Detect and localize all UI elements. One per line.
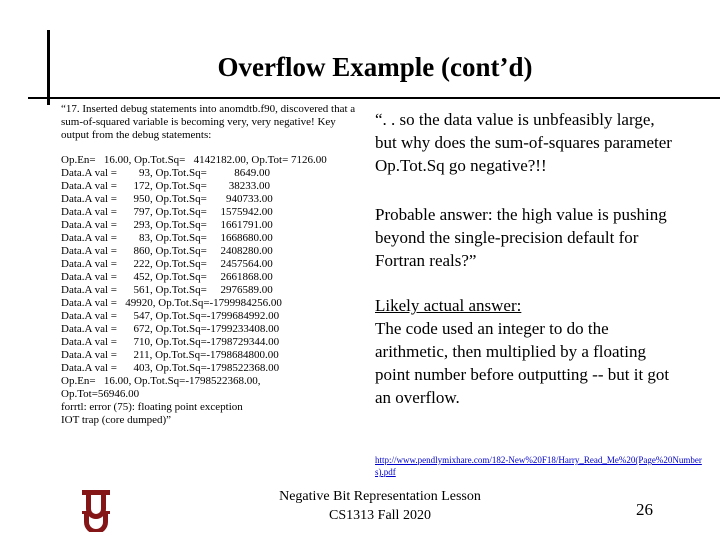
log-line: Data.A val = 547, Op.Tot.Sq=-1799684992.00 [61,310,280,322]
log-line: Data.A val = 293, Op.Tot.Sq= 1661791.00 [61,219,273,231]
source-link[interactable]: http://www.pendlymixhare.com/182-New%20F18/Harry_Read_Me%20(Page%20Numbers).pdf [375,455,702,477]
decor-vertical-rule [47,30,50,105]
footer [240,487,520,525]
log-line: Data.A val = 710, Op.Tot.Sq=-1798729344.00 [61,336,280,348]
right-column [375,108,675,409]
log-line: IOT trap (core dumped)” [61,414,172,426]
decor-horizontal-rule [28,97,720,99]
ou-logo-icon [76,488,116,532]
left-column [61,103,361,427]
log-line: forrtl: error (75): floating point exception [61,401,243,413]
log-line: Op.Tot=56946.00 [61,388,140,400]
slide-title: Overflow Example (cont’d) [217,52,533,82]
intro-text: “17. Inserted debug statements into anomdtb.f90, discovered that a sum-of-squared variable is becoming very, very negative! Key output from the debug statements: [61,103,356,141]
log-line: Data.A val = 797, Op.Tot.Sq= 1575942.00 [61,206,273,218]
footer-course: CS1313 Fall 2020 [329,508,431,523]
debug-log [61,154,361,427]
right-paragraph-2: Probable answer: the high value is pushing beyond the single-precision default for Fortran reals?” [375,205,667,270]
log-line: Data.A val = 93, Op.Tot.Sq= 8649.00 [61,167,271,179]
log-line: Data.A val = 49920, Op.Tot.Sq=-1799984256.00 [61,297,282,309]
likely-answer-text: The code used an integer to do the arithmetic, then multiplied by a floating point number before outputting -- but it got an overflow. [375,319,670,407]
log-line: Data.A val = 211, Op.Tot.Sq=-1798684800.00 [61,349,279,361]
log-line: Data.A val = 672, Op.Tot.Sq=-1799233408.00 [61,323,280,335]
page-number: 26 [636,500,653,519]
log-line: Data.A val = 950, Op.Tot.Sq= 940733.00 [61,193,273,205]
log-line: Data.A val = 860, Op.Tot.Sq= 2408280.00 [61,245,273,257]
log-line: Op.En= 16.00, Op.Tot.Sq= 4142182.00, Op.Tot= 7126.00 [61,154,327,166]
log-line: Op.En= 16.00, Op.Tot.Sq=-1798522368.00, [61,375,261,387]
log-line: Data.A val = 452, Op.Tot.Sq= 2661868.00 [61,271,273,283]
log-line: Data.A val = 561, Op.Tot.Sq= 2976589.00 [61,284,273,296]
log-line: Data.A val = 83, Op.Tot.Sq= 1668680.00 [61,232,273,244]
likely-answer-heading: Likely actual answer: [375,296,522,315]
log-line: Data.A val = 222, Op.Tot.Sq= 2457564.00 [61,258,273,270]
log-line: Data.A val = 403, Op.Tot.Sq=-1798522368.00 [61,362,280,374]
footer-lesson: Negative Bit Representation Lesson [279,489,481,504]
right-paragraph-1: “. . so the data value is unbfeasibly large, but why does the sum-of-squares parameter Op.Tot.Sq go negative?!! [375,110,672,175]
log-line: Data.A val = 172, Op.Tot.Sq= 38233.00 [61,180,271,192]
